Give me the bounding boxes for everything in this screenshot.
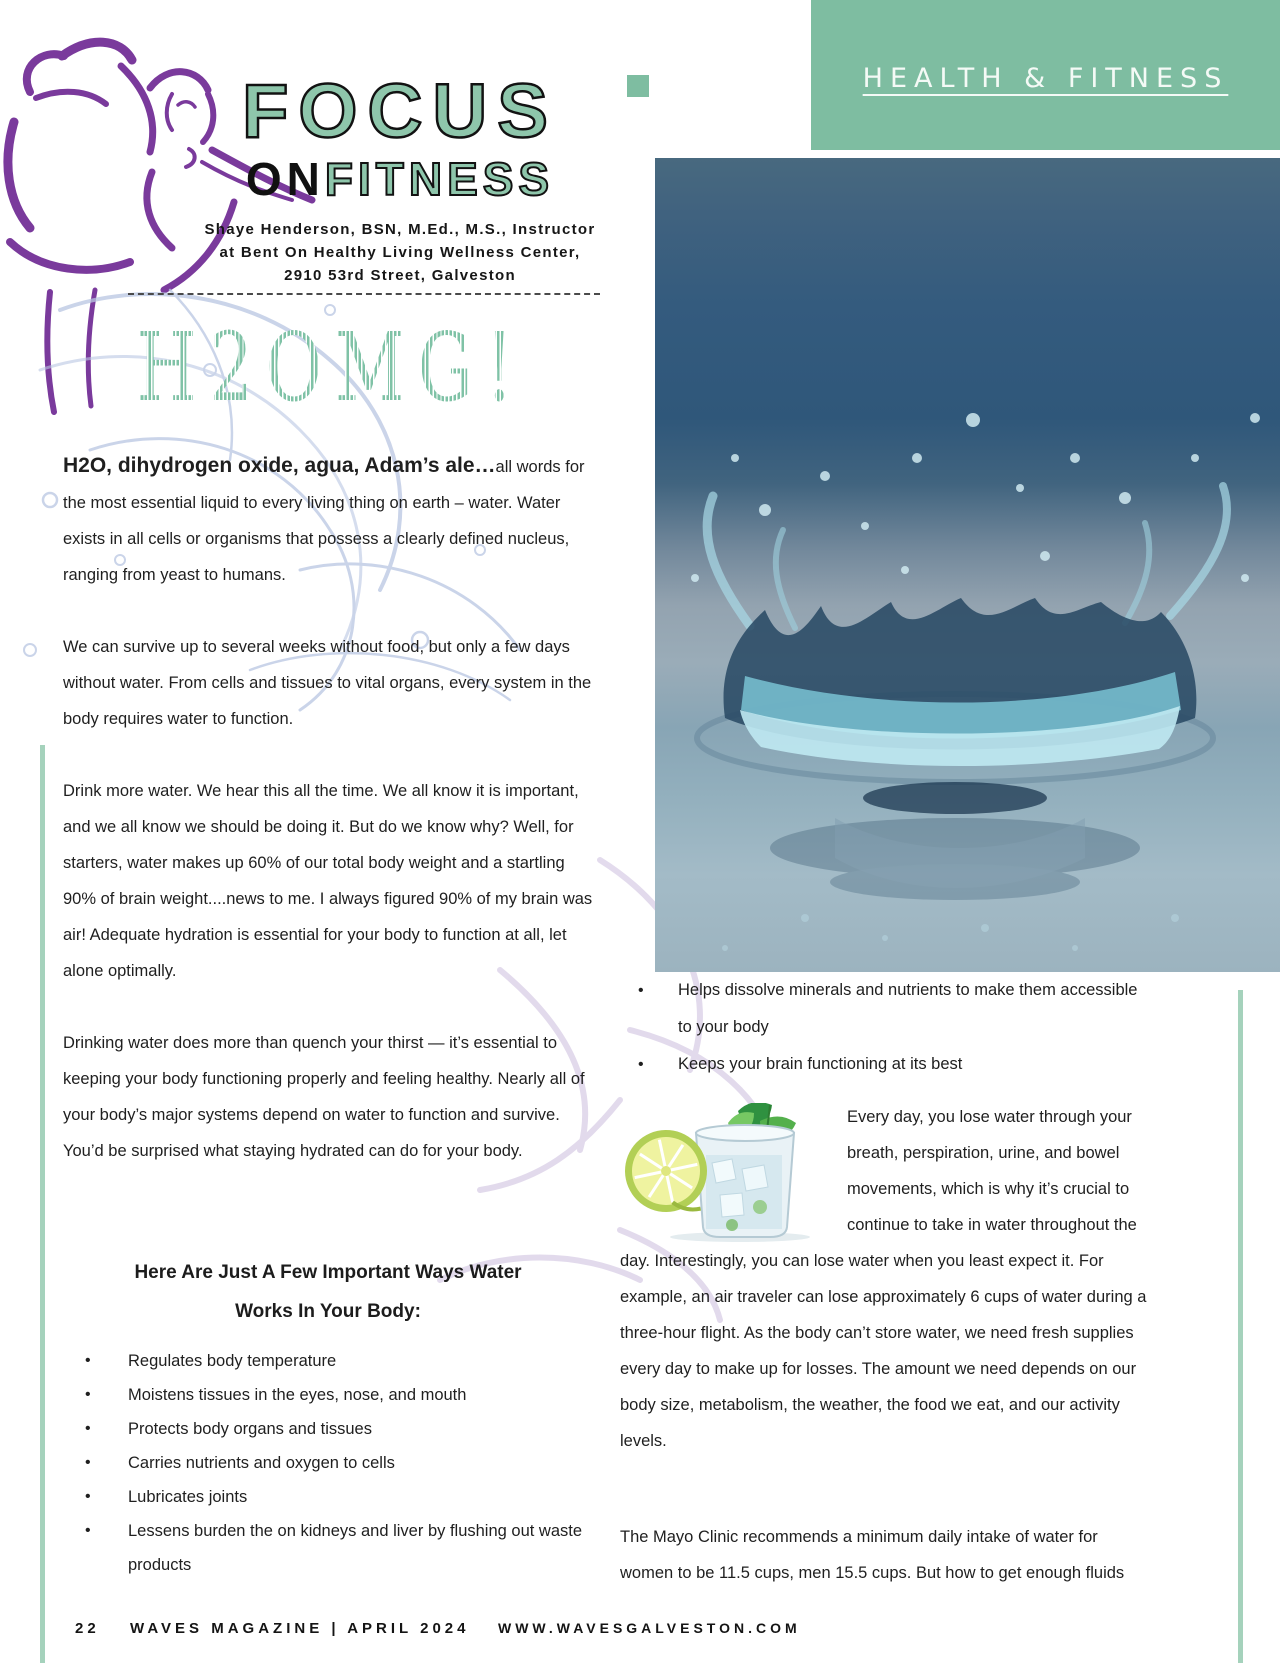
list-item: • Protects body organs and tissues xyxy=(63,1412,593,1446)
byline-line1: Shaye Henderson, BSN, M.Ed., M.S., Instructor xyxy=(204,221,596,238)
water-loss-text: Every day, you lose water through your breath, perspiration, urine, and bowel movements, which is why it’s crucial to continue to take in water throughout the day. Interestingly, you can lose water when you least expect it. For example, an air traveler can lose approximately 6 cups of water during a three-hour flight. As the body can’t store water, we need fresh supplies every day to make up for losses. The amount we need depends on our body size, metabolism, the weather, the food we eat, and our activity levels. xyxy=(620,1108,1147,1450)
logo-line2 xyxy=(150,153,650,205)
magazine-name-date: WAVES MAGAZINE | APRIL 2024 xyxy=(130,1620,470,1637)
article-title: H2OMG! xyxy=(136,313,526,423)
list-item: • Moistens tissues in the eyes, nose, and mouth xyxy=(63,1378,593,1412)
focus-on-fitness-logo xyxy=(150,69,650,287)
section-label: HEALTH & FITNESS xyxy=(862,62,1229,94)
magazine-website: WWW.WAVESGALVESTON.COM xyxy=(498,1620,801,1636)
page-number: 22 xyxy=(75,1620,100,1637)
subheading-line2: Works In Your Body: xyxy=(235,1301,421,1322)
byline-line2: at Bent On Healthy Living Wellness Center, xyxy=(219,244,581,261)
list-item: • Lubricates joints xyxy=(63,1480,593,1514)
logo-word-on: ON xyxy=(245,153,325,205)
glass xyxy=(696,1125,794,1237)
page-footer xyxy=(0,1620,1280,1648)
list-item: • Lessens burden the on kidneys and liver by flushing out waste products xyxy=(63,1514,593,1582)
water-benefits-list xyxy=(63,1344,593,1582)
intro-regular-text: all words for the most essential liquid to every living thing on earth – water. Water exists in all cells or organisms that possess a clearly defined nucleus, ranging from yeast to humans. xyxy=(63,458,585,584)
subheading-line1: Here Are Just A Few Important Ways Water xyxy=(134,1262,522,1283)
logo-word-fitness: FITNESS xyxy=(324,153,555,205)
byline-line3: 2910 53rd Street, Galveston xyxy=(284,267,516,284)
mayo-clinic-paragraph: The Mayo Clinic recommends a minimum daily intake of water for women to be 11.5 cups, men 15.5 cups. But how to get enough fluids xyxy=(620,1528,1125,1582)
paragraph-3: Drink more water. We hear this all the time. We all know it is important, and we all know we should be doing it. But do we know why? Well, for starters, water makes up 60% of our total body weight and a startling 90% of brain weight....news to me. I always figured 90% of my brain was air! Adequate hydration is essential for your body to function at all, let alone optimally. xyxy=(63,782,593,980)
paragraph-4: Drinking water does more than quench your thirst — it’s essential to keeping your body functioning properly and feeling healthy. Nearly all of your body’s major systems depend on water to function and survive. You’d be surprised what staying hydrated can do for your body. xyxy=(63,1034,585,1160)
author-byline xyxy=(150,218,650,287)
list-item: • Helps dissolve minerals and nutrients to make them accessible to your body xyxy=(620,972,1148,1046)
list-item: • Carries nutrients and oxygen to cells xyxy=(63,1446,593,1480)
right-column xyxy=(620,972,1148,1591)
left-column xyxy=(63,448,593,1582)
intro-paragraph xyxy=(63,448,593,593)
right-accent-line xyxy=(1238,990,1243,1663)
water-splash-photo xyxy=(655,158,1280,972)
water-loss-paragraph xyxy=(620,1099,1148,1459)
left-accent-line xyxy=(40,745,45,1663)
section-header-bar xyxy=(811,0,1280,150)
dashed-divider xyxy=(128,293,600,295)
logo-word-focus: FOCUS xyxy=(242,69,558,154)
water-benefits-list-continued xyxy=(620,972,1148,1083)
intro-bold-text: H2O, dihydrogen oxide, agua, Adam’s ale… xyxy=(63,454,496,477)
list-item: • Keeps your brain functioning at its best xyxy=(620,1046,1148,1083)
list-item: • Regulates body temperature xyxy=(63,1344,593,1378)
water-crown-illustration xyxy=(655,158,1280,972)
lime-drink-image xyxy=(620,1103,835,1243)
paragraph-2: We can survive up to several weeks without food, but only a few days without water. From cells and tissues to vital organs, every system in the body requires water to function. xyxy=(63,638,592,728)
subheading xyxy=(63,1253,593,1331)
